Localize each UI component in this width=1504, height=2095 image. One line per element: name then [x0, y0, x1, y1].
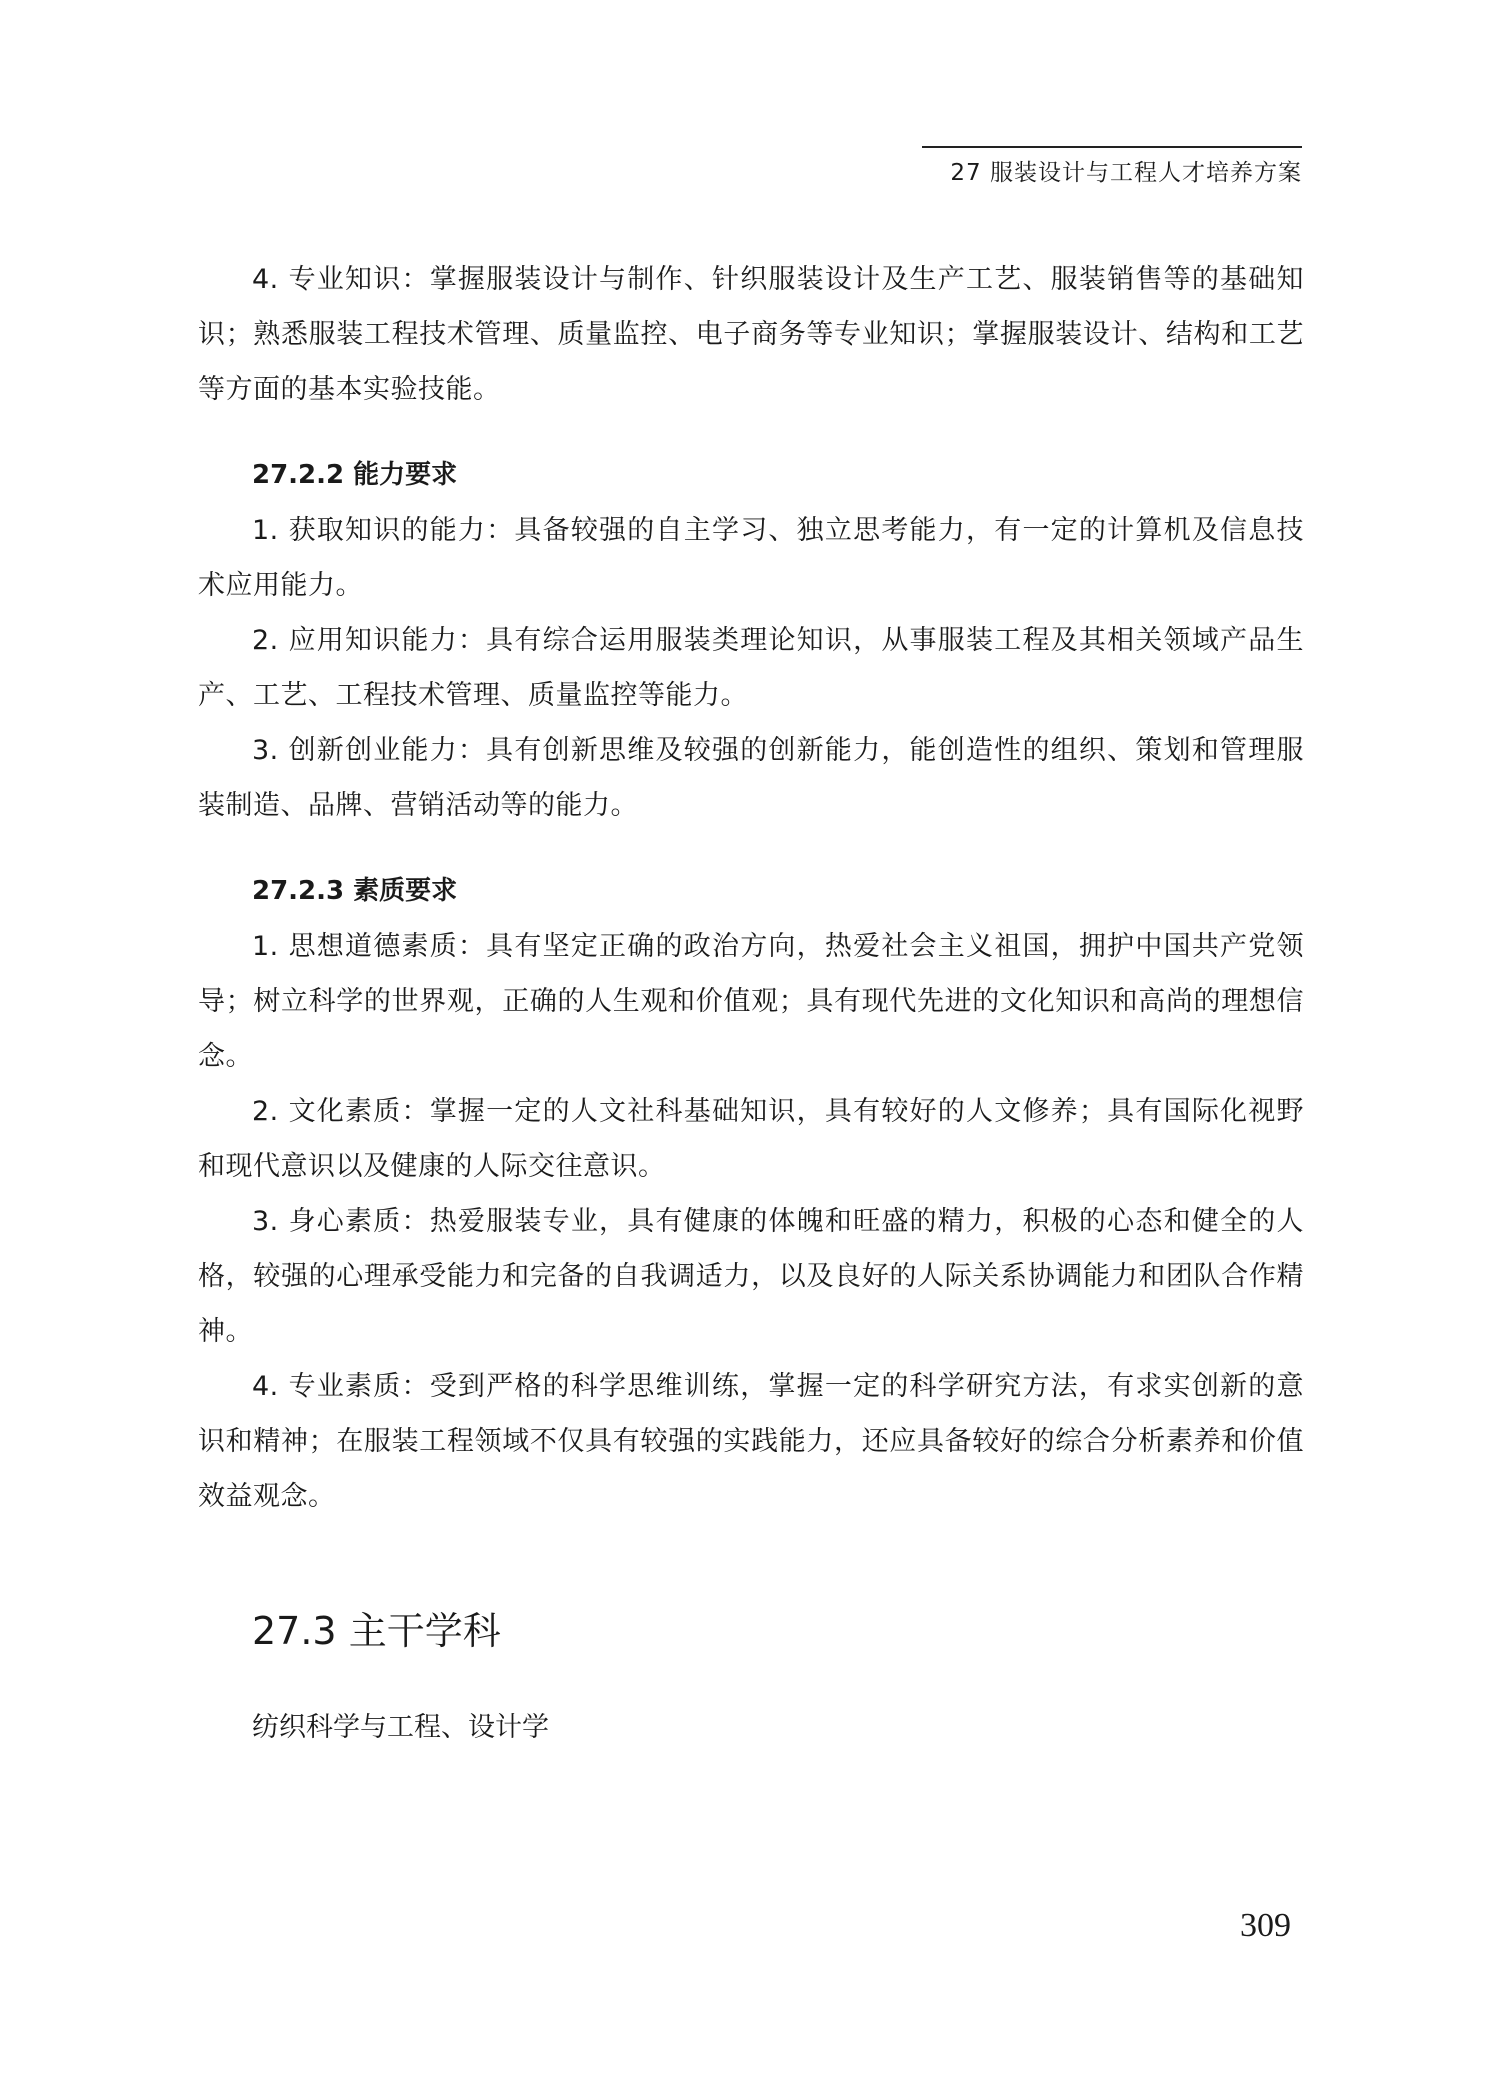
ability-requirements-heading: 27.2.2 能力要求 [252, 460, 458, 490]
page-body [198, 252, 1304, 1748]
page-number: 309 [1240, 1907, 1291, 1944]
quality-item-4: 4. 专业素质：受到严格的科学思维训练，掌握一定的科学研究方法，有求实创新的意识和精神；在服装工程领域不仅具有较强的实践能力，还应具备较好的综合分析素养和价值效益观念。 [198, 1371, 1304, 1512]
quality-item-3: 3. 身心素质：热爱服装专业，具有健康的体魄和旺盛的精力，积极的心态和健全的人格，较强的心理承受能力和完备的自我调适力，以及良好的人际关系协调能力和团队合作精神。 [198, 1206, 1304, 1347]
ability-item-3: 3. 创新创业能力：具有创新思维及较强的创新能力，能创造性的组织、策划和管理服装制造、品牌、营销活动等的能力。 [198, 735, 1304, 821]
quality-requirements-heading: 27.2.3 素质要求 [252, 876, 458, 906]
ability-item-2: 2. 应用知识能力：具有综合运用服装类理论知识，从事服装工程及其相关领域产品生产、工艺、工程技术管理、质量监控等能力。 [198, 625, 1304, 711]
knowledge-paragraph: 4. 专业知识：掌握服装设计与制作、针织服装设计及生产工艺、服装销售等的基础知识；熟悉服装工程技术管理、质量监控、电子商务等专业知识；掌握服装设计、结构和工艺等方面的基本实验技能。 [198, 264, 1304, 405]
running-header [922, 146, 1302, 187]
running-title: 27 服装设计与工程人才培养方案 [950, 160, 1302, 186]
quality-item-2: 2. 文化素质：掌握一定的人文社科基础知识，具有较好的人文修养；具有国际化视野和现代意识以及健康的人际交往意识。 [198, 1096, 1304, 1182]
quality-item-1: 1. 思想道德素质：具有坚定正确的政治方向，热爱社会主义祖国，拥护中国共产党领导；树立科学的世界观，正确的人生观和价值观；具有现代先进的文化知识和高尚的理想信念。 [198, 931, 1304, 1072]
main-disciplines-text: 纺织科学与工程、设计学 [252, 1712, 549, 1743]
main-disciplines-heading: 27.3 主干学科 [252, 1609, 501, 1653]
ability-item-1: 1. 获取知识的能力：具备较强的自主学习、独立思考能力，有一定的计算机及信息技术应用能力。 [198, 515, 1304, 601]
